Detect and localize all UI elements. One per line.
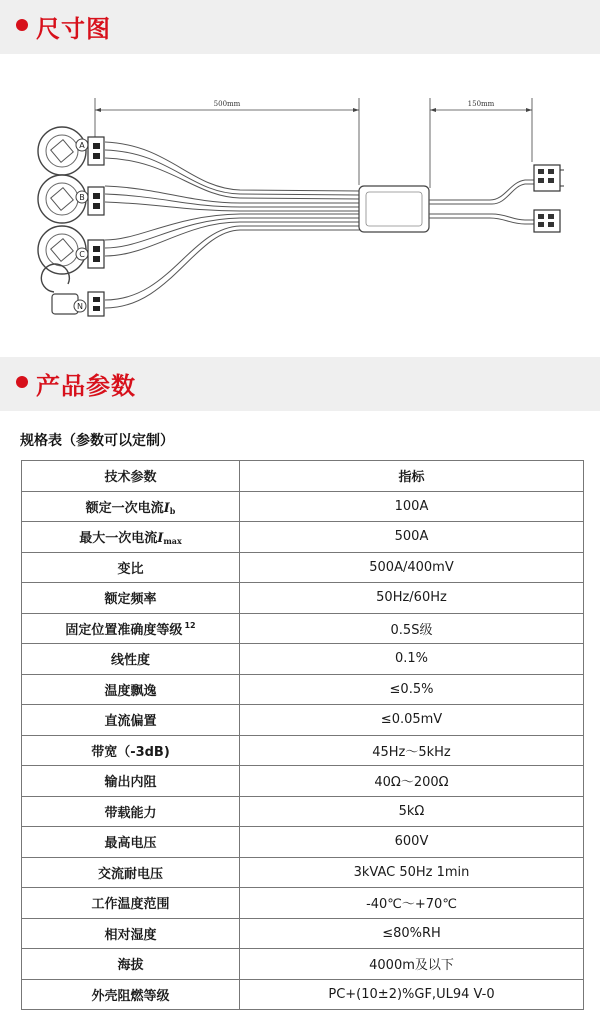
phase-label-b: B [79,193,85,202]
spec-param-label: 带载能力 [104,805,157,821]
spec-value-cell: PC+(10±2)%GF,UL94 V-0 [240,979,584,1010]
cable-bundle [105,142,360,308]
table-row [22,552,584,583]
table-row [22,705,584,736]
table-row [22,522,584,553]
spec-param-label: 温度飘逸 [104,683,157,699]
section-title-params: 产品参数 [36,372,136,400]
spec-param-cell [22,674,240,705]
spec-param-label: 固定位置准确度等级 [65,622,183,638]
junction-box [359,186,429,232]
table-row [22,491,584,522]
spec-table-header-row [22,461,584,492]
spec-value-cell: 40Ω～200Ω [240,766,584,797]
spec-param-symbol: I [157,531,164,547]
table-row [22,644,584,675]
spec-param-cell [22,613,240,644]
connector-plug-bottom [534,210,560,232]
spec-param-label: 海拔 [117,958,144,974]
header-value: 指标 [240,461,584,492]
sensor-a [38,127,104,175]
spec-value-cell: 3kVAC 50Hz 1min [240,857,584,888]
spec-param-cell [22,491,240,522]
spec-value-cell: -40℃～+70℃ [240,888,584,919]
spec-param-cell [22,735,240,766]
spec-param-label: 线性度 [110,653,150,669]
spec-param-label: 直流偏置 [104,714,157,730]
spec-value-cell: ≤80%RH [240,918,584,949]
spec-param-label: 输出内阻 [104,775,157,791]
spec-param-label: 外壳阻燃等级 [91,988,170,1004]
table-row [22,674,584,705]
spec-param-label: 交流耐电压 [97,866,163,882]
section-title-dimensions: 尺寸图 [36,15,111,43]
spec-param-cell [22,918,240,949]
table-row [22,766,584,797]
spec-param-symbol: I [163,500,170,516]
spec-param-cell [22,857,240,888]
spec-param-cell [22,949,240,980]
spec-param-cell [22,522,240,553]
spec-param-label: 最高电压 [104,836,157,852]
dimension-diagram [0,54,600,357]
bullet-dot-icon [16,376,28,388]
table-row [22,583,584,614]
section-header-dimensions [0,0,600,54]
table-row [22,613,584,644]
spec-param-label: 额定一次电流 [85,500,164,516]
spec-param-label: 变比 [117,561,144,577]
spec-param-cell [22,583,240,614]
spec-param-cell [22,796,240,827]
table-row [22,888,584,919]
table-row [22,735,584,766]
spec-param-cell [22,644,240,675]
spec-param-cell [22,979,240,1010]
phase-label-a: A [79,141,85,150]
spec-param-subscript: b [169,505,176,516]
dimension-label-main: 500mm [213,100,241,108]
dimension-label-connector: 150mm [467,100,495,108]
spec-value-cell: ≤0.5% [240,674,584,705]
spec-value-cell: 45Hz～5kHz [240,735,584,766]
spec-value-cell: 4000m及以下 [240,949,584,980]
spec-param-label: 相对湿度 [104,927,157,943]
spec-param-cell [22,705,240,736]
spec-param-label: 工作温度范围 [91,897,170,913]
spec-value-cell: 500A/400mV [240,552,584,583]
spec-param-cell [22,888,240,919]
connector-plug-top [534,165,564,191]
spec-param-cell [22,766,240,797]
bullet-dot-icon [16,19,28,31]
table-row [22,827,584,858]
header-param: 技术参数 [22,461,240,492]
spec-value-cell: 0.5S级 [240,613,584,644]
sensor-b [38,175,104,223]
section-header-params [0,357,600,411]
spec-param-subscript: max [163,536,182,547]
dimension-lines [95,98,532,188]
output-cables [429,180,534,224]
table-row [22,949,584,980]
spec-value-cell: 5kΩ [240,796,584,827]
spec-param-label: 额定频率 [104,592,157,608]
spec-table-heading: 规格表（参数可以定制） [20,433,174,449]
spec-param-label: 带宽（-3dB) [91,744,170,760]
table-row [22,979,584,1010]
phase-label-n: N [77,302,83,311]
phase-label-c: C [79,250,85,259]
spec-param-label: 最大一次电流 [79,531,158,547]
table-row [22,857,584,888]
table-row [22,796,584,827]
spec-value-cell: 100A [240,491,584,522]
spec-table [21,460,584,1010]
spec-value-cell: ≤0.05mV [240,705,584,736]
spec-value-cell: 500A [240,522,584,553]
table-row [22,918,584,949]
spec-param-superscript: 12 [184,620,196,630]
spec-value-cell: 50Hz/60Hz [240,583,584,614]
spec-param-cell [22,827,240,858]
spec-value-cell: 0.1% [240,644,584,675]
spec-value-cell: 600V [240,827,584,858]
spec-param-cell [22,552,240,583]
